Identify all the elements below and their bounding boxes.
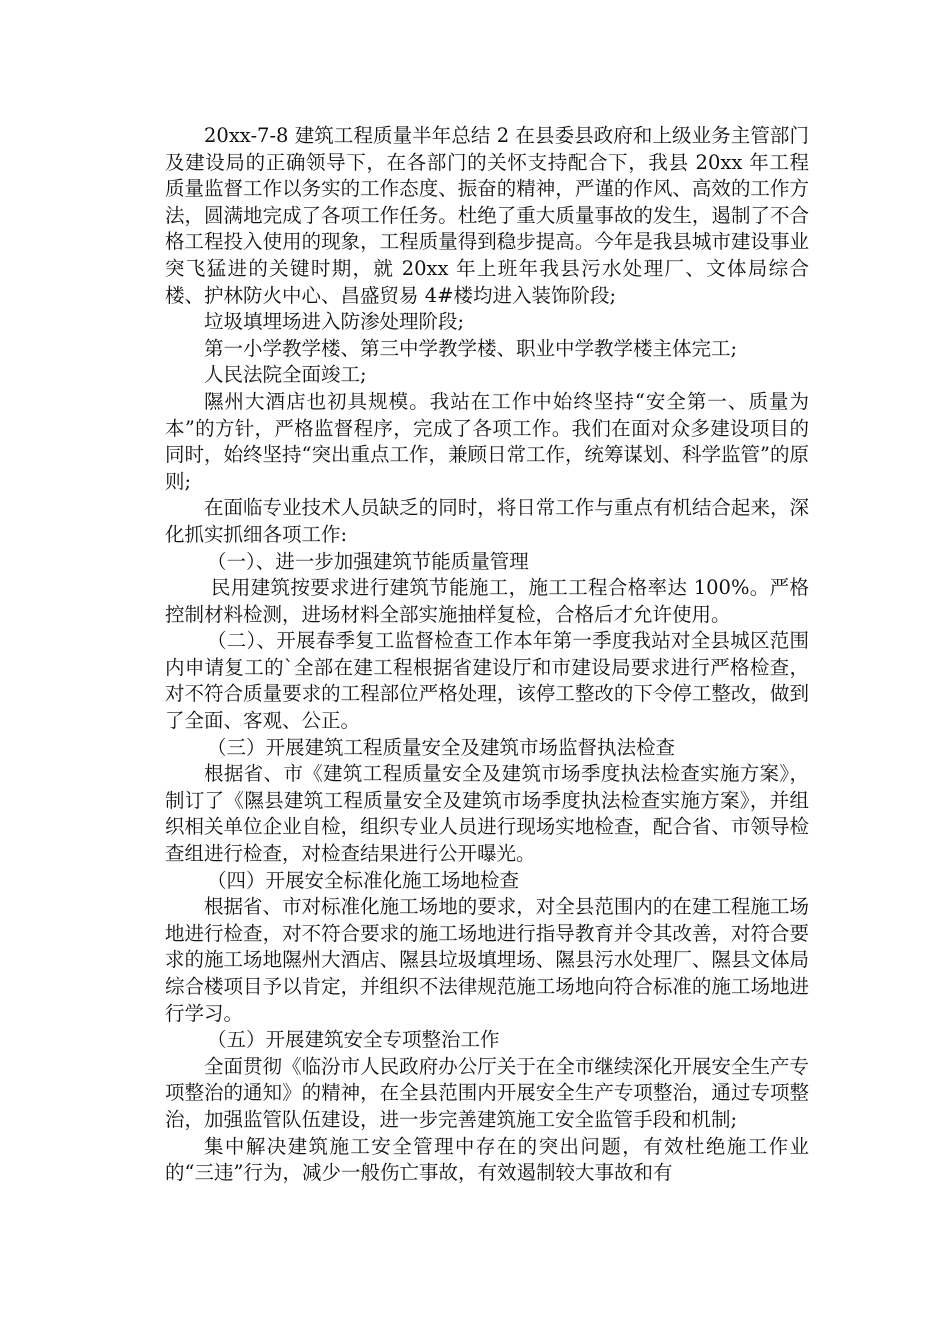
paragraph-safety: 集中解决建筑施工安全管理中存在的突出问题，有效杜绝施工作业的“三违”行为，减少一般伤亡事故，有效遏制较大事故和有 (165, 1134, 809, 1185)
paragraph-energy: 民用建筑按要求进行建筑节能施工，施工工程合格率达 100%。严格控制材料检测，进场材料全部实施抽样复检，合格后才允许使用。 (165, 576, 809, 626)
paragraph-hotel: 隰州大酒店也初具规模。我站在工作中始终坚持“安全第一、质量为本”的方针，严格监督程序，完成了各项工作。我们在面对众多建设项目的同时，始终坚持“突出重点工作，兼顾日常工作，统筹谋划、科学监管”的原则; (165, 389, 809, 493)
paragraph-schools: 第一小学教学楼、第三中学教学楼、职业中学教学楼主体完工; (204, 336, 738, 360)
section-heading-2: （二）、开展春季复工监督检查工作本年第一季度我站对全县城区范围内申请复工的`全部在建工程根据省建设厅和市建设局要求进行严格检查，对不符合质量要求的工程部位严格处理，该停工整改的下令停工整改，做到了全面、客观、公正。 (165, 629, 809, 733)
paragraph-campaign: 全面贯彻《临汾市人民政府办公厅关于在全市继续深化开展安全生产专项整治的通知》的精神，在全县范围内开展安全生产专项整治，通过专项整治，加强监管队伍建设，进一步完善建筑施工安全监管手段和机制; (165, 1054, 809, 1131)
document-body (165, 123, 809, 1187)
paragraph-staffing: 在面临专业技术人员缺乏的同时，将日常工作与重点有机结合起来，深化抓实抓细各项工作: (165, 496, 809, 546)
paragraph-intro: 20xx-7-8 建筑工程质量半年总结 2 在县委县政府和上级业务主管部门及建设局的正确领导下，在各部门的关怀支持配合下，我县 20xx 年工程质量监督工作以务实的工作态度、振奋的精神，严谨的作风、高效的工作方法，圆满地完成了各项工作任务。杜绝了重大质量事故的发生，遏制了不合格工程投入使用的现象，工程质量得到稳步提高。今年是我县城市建设事业突飞猛进的关键时期，就 20xx 年上班年我县污水处理厂、文体局综合楼、护林防火中心、昌盛贸易 4#楼均进入装饰阶段; (165, 124, 809, 307)
paragraph-court: 人民法院全面竣工; (204, 363, 367, 387)
paragraph-landfill: 垃圾填埋场进入防渗处理阶段; (204, 310, 465, 334)
section-heading-1: （一）、进一步加强建筑节能质量管理 (207, 549, 529, 573)
section-heading-4: （四）开展安全标准化施工场地检查 (207, 868, 520, 892)
section-heading-3: （三）开展建筑工程质量安全及建筑市场监督执法检查 (207, 735, 676, 759)
section-heading-5: （五）开展建筑安全专项整治工作 (207, 1028, 500, 1052)
paragraph-site-check: 根据省、市对标准化施工场地的要求，对全县范围内的在建工程施工场地进行检查，对不符合要求的施工场地进行指导教育并令其改善，对符合要求的施工场地隰州大酒店、隰县垃圾填埋场、隰县污水处理厂、隰县文体局综合楼项目予以肯定，并组织不法律规范施工场地向符合标准的施工场地进行学习。 (165, 895, 809, 1025)
paragraph-inspection: 根据省、市《建筑工程质量安全及建筑市场季度执法检查实施方案》，制订了《隰县建筑工程质量安全及建筑市场季度执法检查实施方案》，并组织相关单位企业自检，组织专业人员进行现场实地检查，配合省、市领导检查组进行检查，对检查结果进行公开曝光。 (165, 762, 809, 866)
